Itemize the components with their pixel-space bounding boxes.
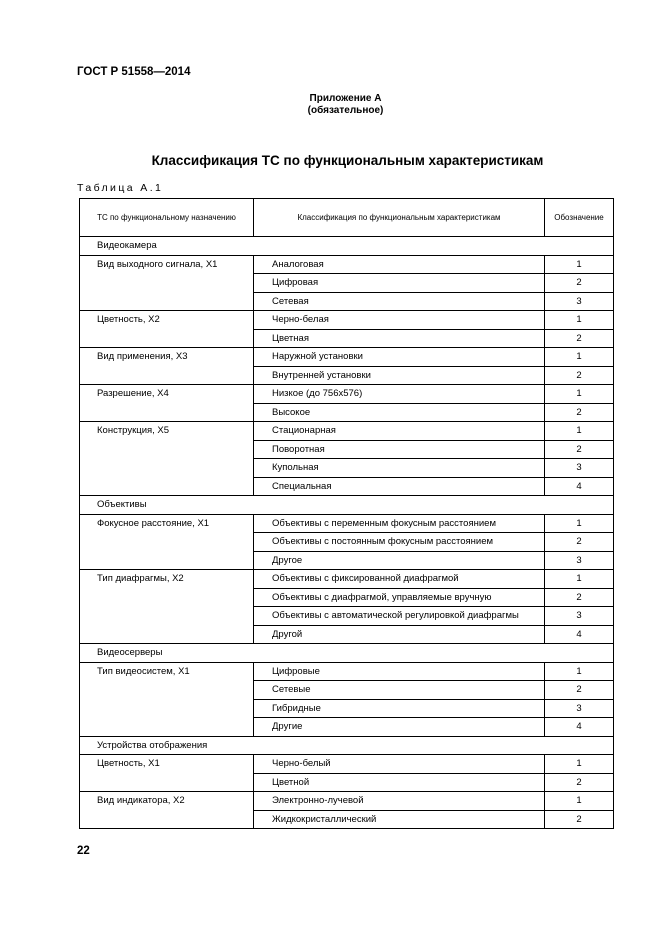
page-title: Классификация ТС по функциональным характеристикам xyxy=(151,153,544,168)
classification-cell: Другой xyxy=(254,625,545,644)
designation-cell: 4 xyxy=(545,477,614,496)
classification-cell: Аналоговая xyxy=(254,255,545,274)
classification-cell: Стационарная xyxy=(254,422,545,441)
table-body xyxy=(80,237,614,829)
characteristic-cell: Тип видеосистем, X1 xyxy=(80,662,254,736)
designation-cell: 1 xyxy=(545,755,614,774)
characteristic-cell: Конструкция, X5 xyxy=(80,422,254,496)
table-row xyxy=(80,385,614,404)
table-row xyxy=(80,755,614,774)
designation-cell: 1 xyxy=(545,255,614,274)
section-title: Видеосерверы xyxy=(80,644,614,663)
designation-cell: 2 xyxy=(545,329,614,348)
designation-cell: 3 xyxy=(545,292,614,311)
section-title: Устройства отображения xyxy=(80,736,614,755)
designation-cell: 2 xyxy=(545,533,614,552)
classification-cell: Черно-белый xyxy=(254,755,545,774)
classification-cell: Купольная xyxy=(254,459,545,478)
classification-cell: Поворотная xyxy=(254,440,545,459)
designation-cell: 2 xyxy=(545,274,614,293)
standard-number: ГОСТ Р 51558—2014 xyxy=(77,66,191,78)
table-row xyxy=(80,348,614,367)
characteristic-cell: Вид выходного сигнала, X1 xyxy=(80,255,254,311)
designation-cell: 2 xyxy=(545,810,614,829)
table-row xyxy=(80,662,614,681)
table-row xyxy=(80,311,614,330)
column-header-designation: Обозначение xyxy=(545,199,614,237)
designation-cell: 1 xyxy=(545,311,614,330)
classification-cell: Цифровые xyxy=(254,662,545,681)
table-row xyxy=(80,255,614,274)
classification-cell: Внутренней установки xyxy=(254,366,545,385)
designation-cell: 1 xyxy=(545,662,614,681)
table-caption: Таблица А.1 xyxy=(77,182,164,194)
designation-cell: 1 xyxy=(545,514,614,533)
appendix-note: (обязательное) xyxy=(307,104,384,116)
characteristic-cell: Разрешение, X4 xyxy=(80,385,254,422)
designation-cell: 2 xyxy=(545,681,614,700)
designation-cell: 2 xyxy=(545,440,614,459)
designation-cell: 2 xyxy=(545,588,614,607)
classification-cell: Сетевые xyxy=(254,681,545,700)
table-row xyxy=(80,422,614,441)
classification-cell: Жидкокристаллический xyxy=(254,810,545,829)
classification-cell: Электронно-лучевой xyxy=(254,792,545,811)
classification-cell: Специальная xyxy=(254,477,545,496)
classification-cell: Черно-белая xyxy=(254,311,545,330)
classification-cell: Объективы с автоматической регулировкой диафрагмы xyxy=(254,607,545,626)
table-row xyxy=(80,514,614,533)
table-row xyxy=(80,570,614,589)
section-title: Видеокамера xyxy=(80,237,614,256)
column-header-classification: Классификация по функциональным характеристикам xyxy=(254,199,545,237)
designation-cell: 3 xyxy=(545,459,614,478)
characteristic-cell: Вид применения, X3 xyxy=(80,348,254,385)
characteristic-cell: Цветность, X1 xyxy=(80,755,254,792)
designation-cell: 3 xyxy=(545,551,614,570)
characteristic-cell: Цветность, X2 xyxy=(80,311,254,348)
characteristic-cell: Тип диафрагмы, X2 xyxy=(80,570,254,644)
designation-cell: 1 xyxy=(545,385,614,404)
appendix-title: Приложение А xyxy=(309,93,382,104)
column-header-purpose: ТС по функциональному назначению xyxy=(80,199,254,237)
table-header-row xyxy=(80,199,614,237)
designation-cell: 1 xyxy=(545,422,614,441)
classification-cell: Цветная xyxy=(254,329,545,348)
classification-cell: Другие xyxy=(254,718,545,737)
classification-cell: Объективы с фиксированной диафрагмой xyxy=(254,570,545,589)
classification-cell: Гибридные xyxy=(254,699,545,718)
designation-cell: 2 xyxy=(545,366,614,385)
classification-cell: Наружной установки xyxy=(254,348,545,367)
section-row xyxy=(80,736,614,755)
table-row xyxy=(80,792,614,811)
designation-cell: 3 xyxy=(545,607,614,626)
classification-cell: Низкое (до 756x576) xyxy=(254,385,545,404)
section-row xyxy=(80,496,614,515)
appendix-heading xyxy=(0,93,661,116)
page-number: 22 xyxy=(77,845,90,857)
designation-cell: 3 xyxy=(545,699,614,718)
designation-cell: 1 xyxy=(545,792,614,811)
designation-cell: 2 xyxy=(545,403,614,422)
classification-cell: Сетевая xyxy=(254,292,545,311)
classification-table xyxy=(79,198,614,829)
designation-cell: 1 xyxy=(545,570,614,589)
classification-cell: Высокое xyxy=(254,403,545,422)
designation-cell: 2 xyxy=(545,773,614,792)
classification-cell: Объективы с диафрагмой, управляемые вручную xyxy=(254,588,545,607)
characteristic-cell: Фокусное расстояние, X1 xyxy=(80,514,254,570)
section-row xyxy=(80,237,614,256)
classification-cell: Объективы с переменным фокусным расстоянием xyxy=(254,514,545,533)
designation-cell: 4 xyxy=(545,625,614,644)
classification-cell: Объективы с постоянным фокусным расстоянием xyxy=(254,533,545,552)
section-row xyxy=(80,644,614,663)
characteristic-cell: Вид индикатора, X2 xyxy=(80,792,254,829)
classification-cell: Цифровая xyxy=(254,274,545,293)
designation-cell: 4 xyxy=(545,718,614,737)
classification-cell: Цветной xyxy=(254,773,545,792)
section-title: Объективы xyxy=(80,496,614,515)
classification-cell: Другое xyxy=(254,551,545,570)
designation-cell: 1 xyxy=(545,348,614,367)
